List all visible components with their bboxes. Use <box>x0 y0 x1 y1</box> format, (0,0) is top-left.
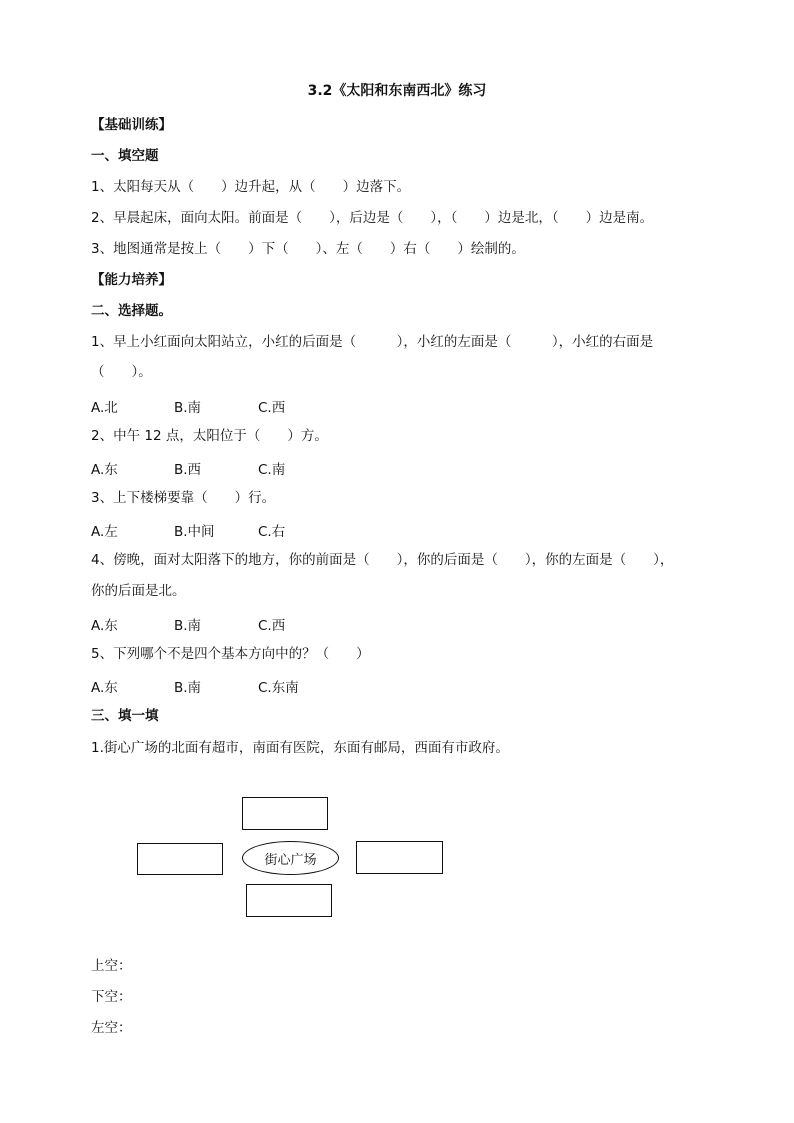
option-c: C.西 <box>258 618 286 634</box>
question-2-1-line1: 1、早上小红面向太阳站立，小红的后面是（ ），小红的左面是（ ），小红的右面是 <box>91 334 654 350</box>
part3-heading: 三、填一填 <box>91 708 159 724</box>
part2-heading: 二、选择题。 <box>91 303 172 319</box>
part1-heading: 一、填空题 <box>91 148 159 164</box>
question-1-2: 2、早晨起床，面向太阳。前面是（ ），后边是（ ），（ ）边是北，（ ）边是南。 <box>91 210 654 226</box>
question-2-4-line2: 你的后面是北。 <box>91 583 186 599</box>
option-a: A.东 <box>91 618 118 634</box>
blank-bottom-label: 下空： <box>91 989 132 1005</box>
option-c: C.西 <box>258 400 286 416</box>
option-a: A.左 <box>91 524 118 540</box>
square-center-oval <box>242 841 339 875</box>
option-c: C.南 <box>258 462 286 478</box>
question-2-2: 2、中午 12 点，太阳位于（ ）方。 <box>91 428 328 444</box>
question-2-4-line1: 4、傍晚，面对太阳落下的地方，你的前面是（ ），你的后面是（ ），你的左面是（ ）， <box>91 552 674 568</box>
west-answer-box[interactable] <box>137 843 223 875</box>
option-b: B.中间 <box>174 524 215 540</box>
blank-top-label: 上空： <box>91 958 132 974</box>
option-b: B.南 <box>174 680 202 696</box>
question-2-1-line2: （ ）。 <box>91 364 152 380</box>
worksheet-title: 3.2《太阳和东南西北》练习 <box>307 83 487 99</box>
option-b: B.西 <box>174 462 202 478</box>
option-b: B.南 <box>174 618 202 634</box>
question-3-1: 1.街心广场的北面有超市，南面有医院，东面有邮局，西面有市政府。 <box>91 740 509 756</box>
question-1-1: 1、太阳每天从（ ）边升起，从（ ）边落下。 <box>91 179 411 195</box>
south-answer-box[interactable] <box>246 884 332 917</box>
section-basic-heading: 【基础训练】 <box>91 117 172 133</box>
option-c: C.右 <box>258 524 286 540</box>
question-2-3: 3、上下楼梯要靠（ ）行。 <box>91 490 276 506</box>
north-answer-box[interactable] <box>242 797 328 830</box>
option-a: A.东 <box>91 680 118 696</box>
question-2-5: 5、下列哪个不是四个基本方向中的？（ ） <box>91 646 370 662</box>
blank-left-label: 左空： <box>91 1020 132 1036</box>
option-b: B.南 <box>174 400 202 416</box>
east-answer-box[interactable] <box>356 841 443 874</box>
question-1-3: 3、地图通常是按上（ ）下（ ）、左（ ）右（ ）绘制的。 <box>91 241 525 257</box>
option-c: C.东南 <box>258 680 299 696</box>
option-a: A.北 <box>91 400 118 416</box>
option-a: A.东 <box>91 462 118 478</box>
section-ability-heading: 【能力培养】 <box>91 272 172 288</box>
square-center-label: 街心广场 <box>264 853 317 868</box>
